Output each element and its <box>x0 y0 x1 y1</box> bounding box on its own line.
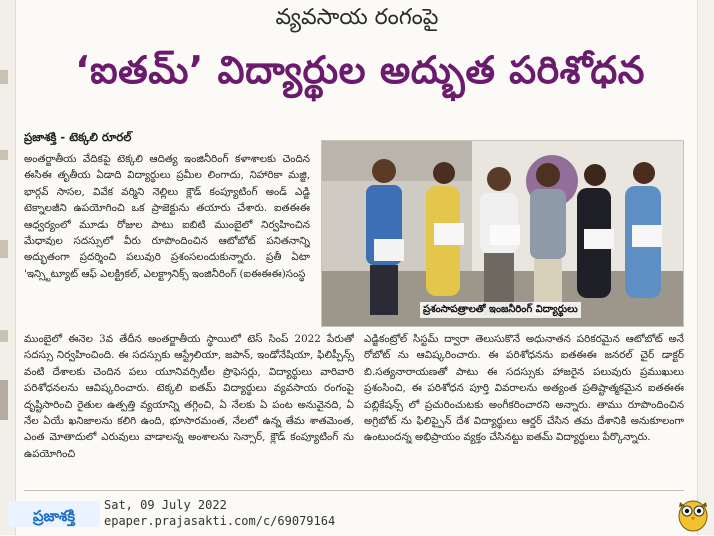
edition-date: Sat, 09 July 2022 <box>104 498 227 512</box>
epaper-url[interactable]: epaper.prajasakti.com/c/69079164 <box>104 514 336 528</box>
photo-caption: ప్రశంసాపత్రాలతో ఇంజనీరింగ్ విద్యార్థులు <box>420 302 581 318</box>
footer-divider <box>24 490 684 491</box>
article-kicker: వ్యవసాయ రంగంపై <box>275 5 439 30</box>
article-headline: ‘ఐతమ్’ విద్యార్థుల అద్భుత పరిశోధన <box>75 48 645 92</box>
students-group-photo <box>322 141 683 326</box>
owl-mascot-icon <box>676 496 710 532</box>
news-photo <box>321 140 684 327</box>
prajasakti-logo[interactable] <box>8 497 100 531</box>
article-body-column-continued: ముంబైలో ఈనెల 3వ తేదీన అంతర్జాతీయ స్థాయిలో టెస్ సింప్ 2022 పేరుతో సదస్సు నిర్వహించింది. ఈ సదస్సుకు ఆస్ట్రేలియా, జపాన్, ఇండోనేషియా, ఫిలిప్పీన్స్ వంటి దేశాలకు చెందిన పలు యూనివర్సిటీల ప్రొఫెసర్లు, విద్యార్థులు వారివారి పరిశోధనలను ఆవిష్కరించారు. టెక్కలి ఐతమ్ విద్యార్థులు వ్యవసాయ రంగంపై దృష్టిసారించి రైతుల ఉత్పత్తి వ్యయాన్ని తగ్గించి, ఏ నేలకు ఏ పంట అనువైనది, ఏ నేల ఏయే ఖనిజాలను కలిగి ఉంది, భూసారమంత, నేలలో ఉన్న తేమ శాతమెంత, ఎంత మోతాదులో ఎరువులు వాడాలన్న అంశాలను సెన్సార్, క్లౌడ్ కంప్యూటింగ్ ను ఉపయోగించి <box>24 333 354 460</box>
article-body-column-left: అంతర్జాతీయ వేదికపై టెక్కలి ఆదిత్య ఇంజినీరింగ్ కళాశాలకు చెందిన ఈసిఈ తృతీయ ఏడాది విద్యార్థులు ప్రమీల లింగాదు, నిహారికా మజ్జి, భార్గవ్ సాసల, వివేక వర్మిని నెల్లిలు క్లౌడ్ కంప్యూటింగ్ అండ్ ఎడ్జి టెక్నాలజీని ఉపయోగించి ఒక ప్రాజెక్టును తయారు చేశారు. ఐతఈఈ ఆధ్వర్యంలో మూడు రోజుల పాటు ఐబిటి ముంబైలో నిర్వహించిన మేధావుల సదస్సులో వీరు రూపొందించిన ఆటోబోట్ పనితనాన్ని అద్భుతంగా ప్రదర్శించి పలువురి ప్రశంసలందుకున్నారు. ప్రతీ ఏటా 'ఇన్స్టిట్యూట్ ఆఫ్ ఎలక్ట్రికల్, ఎలక్ట్రానిక్స్ ఇంజినీరింగ్ (ఐఈఈఈ)సంస్థ <box>24 153 310 280</box>
left-margin-strip <box>0 0 16 535</box>
logo-text: ప్రజాశక్తి <box>32 507 76 525</box>
article-body-column-right: ఎడ్జికంట్రోల్ సిస్టమ్ ద్వారా తెలుసుకొనే అధునాతన పరికరమైన ఆటోబోట్ అనే రోబోట్ ను ఆవిష్కరించారు. ఈ పరిశోధనను ఐతఈఈ జనరల్ చైర్ డాక్టర్ బి.సత్యనారాయణతో పాటు ఈ సదస్సుకు హాజరైన పలువురు ప్రముఖులు ప్రశంసించి, ఈ పరిశోధన పూర్తి వివరాలను అత్యంత ప్రతిష్టాత్మకమైన ఐతఈఈ పబ్లికేషన్స్ లో ప్రచురించుటకు అంగీకరించారని అన్నారు. తాము రూపొందించిన అగ్రిబోట్ ను ఫిలిప్పైన్ దేశ విద్యార్థులు ఆర్డర్ చేసిన తమ దేశానికి అనుకూలంగా ఉంటుందన్న అభిప్రాయం వ్యక్తం చేసినట్టు ఐతమ్ విద్యార్థులు పేర్కొన్నారు. <box>364 333 684 444</box>
article-byline: ప్రజాశక్తి - టెక్కలి రూరల్ <box>24 130 132 144</box>
